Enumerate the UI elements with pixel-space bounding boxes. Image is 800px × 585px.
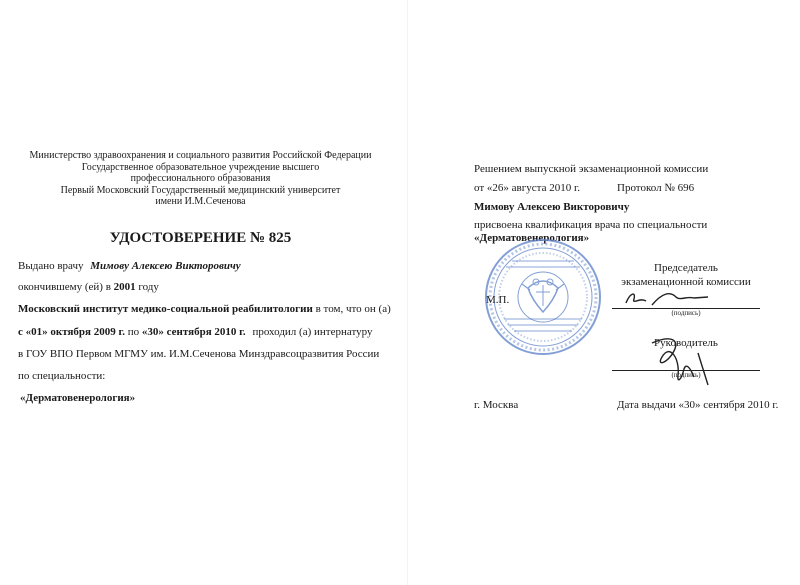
header-line: Государственное образовательное учреждение высшего bbox=[81, 161, 320, 173]
institute-post: в том, что он (а) bbox=[315, 303, 391, 315]
chairman-title-2: экзаменационной комиссии bbox=[621, 276, 751, 288]
period-from: с «01» октября 2009 г. bbox=[18, 326, 126, 338]
header-line: Первый Московский Государственный медицинский университет bbox=[60, 184, 341, 196]
signature-caption: (подпись) bbox=[671, 371, 701, 379]
issued-label: Выдано врачу bbox=[18, 260, 84, 272]
specialty-label: по специальности: bbox=[18, 370, 106, 382]
head-signature bbox=[640, 333, 720, 391]
commission-decision: Решением выпускной экзаменационной комиссии bbox=[474, 163, 709, 175]
period-to: «30» сентября 2010 г. bbox=[141, 326, 246, 338]
qualification-text: присвоена квалификация врача по специальности bbox=[474, 219, 708, 231]
specialty-value: «Дерматовенерология» bbox=[20, 392, 136, 404]
protocol-number: Протокол № 696 bbox=[617, 182, 695, 194]
header-line: имени И.М.Сеченова bbox=[155, 196, 246, 207]
graduate-name: Мимову Алексею Викторовичу bbox=[474, 201, 630, 213]
institute-line bbox=[18, 303, 391, 315]
place-line: в ГОУ ВПО Первом МГМУ им. И.М.Сеченова Минздравсоцразвития России bbox=[18, 348, 380, 360]
issued-line bbox=[18, 260, 241, 272]
chairman-title: Председатель bbox=[654, 262, 718, 274]
qualification-specialty: «Дерматовенерология» bbox=[474, 232, 590, 244]
graduated-line bbox=[18, 281, 159, 293]
period-to-pre: по bbox=[127, 326, 140, 338]
head-title: Руководитель bbox=[654, 337, 718, 349]
fold-line bbox=[407, 0, 408, 585]
period-post: проходил (а) интернатуру bbox=[252, 326, 373, 338]
seal-place-label: М.П. bbox=[486, 294, 510, 306]
header-line: Министерство здравоохранения и социального развития Российской Федерации bbox=[29, 150, 372, 161]
graduated-year: 2001 bbox=[113, 281, 136, 293]
institute-name: Московский институт медико-социальной реабилитологии bbox=[18, 303, 313, 315]
certificate-title: УДОСТОВЕРЕНИЕ № 825 bbox=[109, 230, 292, 246]
graduated-post: году bbox=[138, 281, 159, 293]
signature-caption: (подпись) bbox=[671, 309, 701, 317]
graduated-pre: окончившему (ей) в bbox=[18, 281, 111, 293]
issue-date: Дата выдачи «30» сентября 2010 г. bbox=[617, 399, 779, 411]
decision-date: от «26» августа 2010 г. bbox=[474, 182, 580, 194]
recipient-name: Мимову Алексею Викторовичу bbox=[90, 260, 241, 272]
city: г. Москва bbox=[474, 399, 519, 411]
ministry-header bbox=[18, 150, 383, 208]
period-line bbox=[18, 326, 372, 338]
header-line: профессионального образования bbox=[130, 173, 271, 184]
